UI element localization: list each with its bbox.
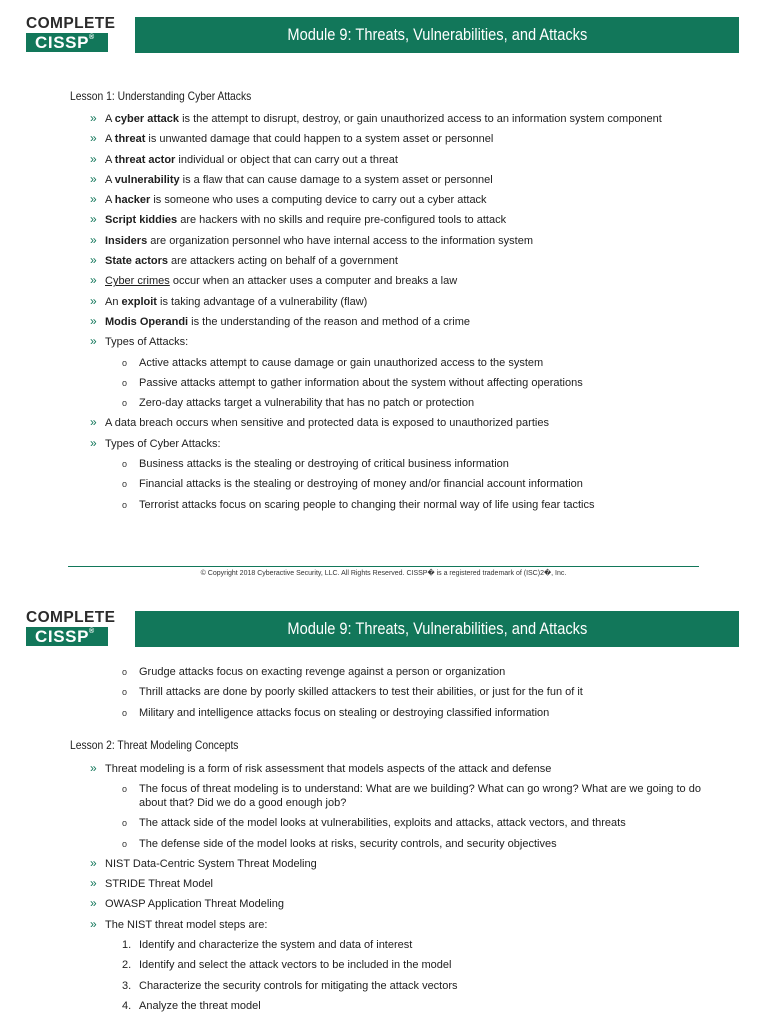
double-chevron-icon: » [90, 876, 97, 891]
circle-bullet-icon: o [122, 818, 128, 829]
module-title: Module 9: Threats, Vulnerabilities, and Attacks [287, 25, 587, 44]
double-chevron-icon: » [90, 171, 97, 186]
list-item: » STRIDE Threat Model [90, 876, 214, 891]
numbered-list-item: 4. Analyze the threat model [122, 999, 261, 1012]
circle-bullet-icon: o [122, 499, 128, 510]
complete-cissp-logo [26, 15, 116, 52]
continued-list [90, 665, 728, 726]
module-title: Module 9: Threats, Vulnerabilities, and Attacks [287, 619, 587, 638]
list-item: » NIST Data-Centric System Threat Modeling [90, 855, 317, 870]
double-chevron-icon: » [90, 111, 97, 125]
circle-bullet-icon: o [122, 687, 128, 698]
circle-bullet-icon: o [122, 459, 128, 470]
sub-list-item: o The attack side of the model looks at vulnerabilities, exploits and attacks, attack vectors, and threats [122, 817, 626, 830]
list-item: » A vulnerability is a flaw that can cause damage to a system asset or personnel [90, 171, 493, 186]
double-chevron-icon: » [90, 896, 97, 911]
copyright-text: © Copyright 2018 Cyberactive Security, LLC. All Rights Reserved. CISSP� is a registered trademark of (ISC)2�, Inc. [200, 570, 567, 577]
list-item: » Threat modeling is a form of risk assessment that models aspects of the attack and defense [90, 761, 552, 775]
circle-bullet-icon: o [122, 479, 128, 490]
sub-list-item: o Military and intelligence attacks focus on stealing or destroying classified information [122, 706, 550, 719]
numbered-list-item: 1. Identify and characterize the system and data of interest [122, 939, 413, 952]
double-chevron-icon: » [90, 415, 97, 430]
logo-bottom-text: CISSP® [26, 33, 108, 52]
list-item: » Types of Attacks: [90, 334, 189, 349]
double-chevron-icon: » [90, 334, 97, 349]
list-item: » State actors are attackers acting on behalf of a government [90, 253, 398, 268]
document-page-2 [0, 600, 768, 1024]
lesson-1-title: Lesson 1: Understanding Cyber Attacks [70, 89, 252, 103]
numbered-list-item: 3. Characterize the security controls for mitigating the attack vectors [122, 979, 458, 992]
circle-bullet-icon: o [122, 398, 128, 409]
double-chevron-icon: » [90, 232, 97, 247]
list-item: » A threat is unwanted damage that could happen to a system asset or personnel [90, 131, 494, 146]
list-item: » A cyber attack is the attempt to disrupt, destroy, or gain unauthorized access to an information system component [90, 111, 662, 125]
list-item: » Types of Cyber Attacks: [90, 435, 221, 450]
double-chevron-icon: » [90, 212, 97, 227]
list-item: » A threat actor individual or object that can carry out a threat [90, 151, 398, 166]
complete-cissp-logo [26, 609, 116, 646]
list-item: » OWASP Application Threat Modeling [90, 896, 284, 911]
list-item: » An exploit is taking advantage of a vulnerability (flaw) [90, 293, 368, 308]
sub-list-item: o Business attacks is the stealing or destroying of critical business information [122, 458, 509, 471]
double-chevron-icon: » [90, 916, 97, 931]
module-title-banner [135, 611, 739, 647]
circle-bullet-icon: o [122, 667, 128, 677]
circle-bullet-icon: o [122, 838, 128, 849]
double-chevron-icon: » [90, 435, 97, 450]
double-chevron-icon: » [90, 761, 97, 775]
circle-bullet-icon: o [122, 357, 128, 368]
list-item: » A data breach occurs when sensitive and protected data is exposed to unauthorized parties [90, 415, 549, 430]
list-item: » The NIST threat model steps are: [90, 916, 268, 931]
double-chevron-icon: » [90, 855, 97, 870]
sub-list-item: o Zero-day attacks target a vulnerability that has no patch or protection [122, 397, 475, 410]
footer-divider [68, 566, 699, 567]
sub-list-item: o Grudge attacks focus on exacting revenge against a person or organization [122, 666, 506, 678]
list-item: » Insiders are organization personnel who have internal access to the information system [90, 232, 534, 247]
circle-bullet-icon: o [122, 784, 128, 795]
double-chevron-icon: » [90, 293, 97, 308]
module-title-banner [135, 17, 739, 53]
double-chevron-icon: » [90, 131, 97, 146]
list-item: » Modis Operandi is the understanding of the reason and method of a crime [90, 313, 471, 328]
circle-bullet-icon: o [122, 377, 128, 388]
sub-list-item: o Active attacks attempt to cause damage or gain unauthorized access to the system [122, 356, 544, 369]
logo-top-text: COMPLETE [26, 15, 116, 32]
sub-list-item: o Terrorist attacks focus on scaring people to changing their normal way of life using fear tactics [122, 498, 595, 511]
lesson-2-title: Lesson 2: Threat Modeling Concepts [70, 738, 239, 752]
double-chevron-icon: » [90, 192, 97, 207]
circle-bullet-icon: o [122, 707, 128, 718]
logo-top-text: COMPLETE [26, 609, 116, 626]
lesson-1-list [90, 112, 728, 518]
sub-list-item: o Financial attacks is the stealing or destroying of money and/or financial account information [122, 478, 583, 491]
double-chevron-icon: » [90, 253, 97, 268]
list-item: » Script kiddies are hackers with no skills and require pre-configured tools to attack [90, 212, 507, 227]
sub-list-item: o The defense side of the model looks at risks, security controls, and security objectives [122, 837, 557, 850]
list-item: » A hacker is someone who uses a computing device to carry out a cyber attack [90, 192, 487, 207]
sub-list-item: o Thrill attacks are done by poorly skilled attackers to test their abilities, or just for the fun of it [122, 686, 583, 699]
double-chevron-icon: » [90, 313, 97, 328]
numbered-list-item: 2. Identify and select the attack vectors to be included in the model [122, 959, 452, 972]
double-chevron-icon: » [90, 151, 97, 166]
logo-bottom-text: CISSP® [26, 627, 108, 646]
lesson-2-list [90, 762, 728, 1019]
sub-list-item: o Passive attacks attempt to gather information about the system without affecting operations [122, 376, 583, 389]
list-item: » Cyber crimes occur when an attacker uses a computer and breaks a law [90, 273, 458, 288]
double-chevron-icon: » [90, 273, 97, 288]
sub-list-item: o The focus of threat modeling is to understand: What are we building? What can go wrong? What are we going to do about that? Did we do a good enough job? [122, 783, 701, 810]
